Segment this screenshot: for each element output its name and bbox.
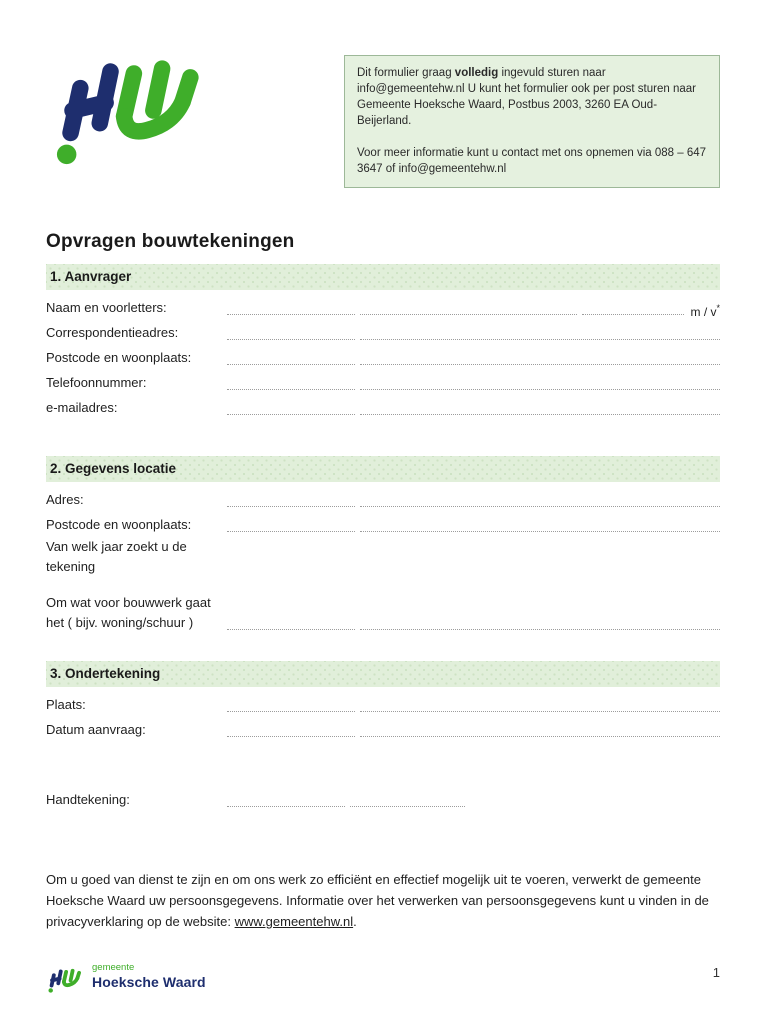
field-row-handtekening	[46, 787, 720, 812]
field-line	[227, 305, 684, 320]
info-box-paragraph-1: Dit formulier graag volledig ingevuld sturen naar info@gemeentehw.nl U kunt het formulier ook per post sturen naar Gemeente Hoeksche Waard, Postbus 2003, 3260 EA Oud-Beijerland.	[357, 67, 696, 127]
field-line	[227, 522, 720, 537]
section-heading-aanvrager: 1. Aanvrager	[46, 264, 720, 290]
header	[46, 0, 720, 188]
mv-suffix: m / v*	[690, 303, 720, 319]
field-row-emailadres	[46, 395, 720, 420]
footer-logo	[46, 963, 206, 994]
privacy-note: Om u goed van dienst te zijn en om ons werk zo efficiënt en effectief mogelijk uit te voeren, verwerkt de gemeente Hoeksche Waard uw persoonsgegevens. Informatie over het verwerken van persoonsgegevens kunt u vinden in de privacyverklaring op de website: www.gemeentehw.nl.	[46, 872, 709, 929]
field-label: Postcode en woonplaats:	[46, 350, 192, 365]
field-label: Datum aanvraag:	[46, 722, 146, 737]
wordmark-gemeente: gemeente	[92, 962, 135, 973]
field-line	[227, 380, 720, 395]
field-row-telefoonnummer	[46, 370, 720, 395]
field-row-postcode-woonplaats-locatie	[46, 512, 720, 537]
field-label: Correspondentieadres:	[46, 325, 179, 340]
field-line	[227, 355, 720, 370]
field-line	[227, 620, 720, 635]
field-line	[227, 497, 720, 512]
field-row-postcode-woonplaats	[46, 345, 720, 370]
field-line	[227, 330, 720, 345]
field-line	[227, 405, 720, 420]
section-heading-gegevens-locatie: 2. Gegevens locatie	[46, 456, 720, 482]
section-ondertekening	[46, 687, 720, 812]
page-number: 1	[712, 965, 720, 980]
page-title: Opvragen bouwtekeningen	[46, 231, 295, 252]
field-row-jaar-tekening	[46, 537, 720, 579]
field-label: Plaats:	[46, 697, 86, 712]
field-line	[227, 727, 720, 742]
wordmark-hoeksche-waard: Hoeksche Waard	[92, 973, 206, 990]
footer-wordmark	[92, 963, 206, 989]
field-row-adres	[46, 487, 720, 512]
field-label: Handtekening:	[46, 792, 130, 807]
field-row-plaats	[46, 692, 720, 717]
field-label: Adres:	[46, 492, 84, 507]
hw-logo-small-icon	[46, 967, 84, 994]
section-heading-ondertekening: 3. Ondertekening	[46, 661, 720, 687]
info-box	[344, 55, 720, 188]
field-label: Om wat voor bouwwerk gaat het ( bijv. woning/schuur )	[46, 595, 211, 630]
info-box-paragraph-2: Voor meer informatie kunt u contact met ons opnemen via 088 – 647 3647 of info@gemeentehw.nl	[357, 147, 707, 175]
field-label: Postcode en woonplaats:	[46, 517, 192, 532]
field-label: Naam en voorletters:	[46, 300, 167, 315]
field-row-soort-bouwwerk	[46, 593, 720, 635]
section-gegevens-locatie	[46, 482, 720, 635]
section-aanvrager	[46, 290, 720, 420]
field-label: e-mailadres:	[46, 400, 118, 415]
field-row-datum-aanvraag	[46, 717, 720, 742]
field-line	[227, 797, 465, 812]
field-label: Telefoonnummer:	[46, 375, 147, 390]
field-row-naam	[46, 295, 720, 320]
field-label: Van welk jaar zoekt u de tekening	[46, 539, 187, 574]
hw-logo-icon	[46, 55, 212, 167]
field-row-correspondentieadres	[46, 320, 720, 345]
field-line	[227, 702, 720, 717]
privacy-link[interactable]: www.gemeentehw.nl	[234, 914, 354, 929]
footer	[46, 963, 720, 994]
